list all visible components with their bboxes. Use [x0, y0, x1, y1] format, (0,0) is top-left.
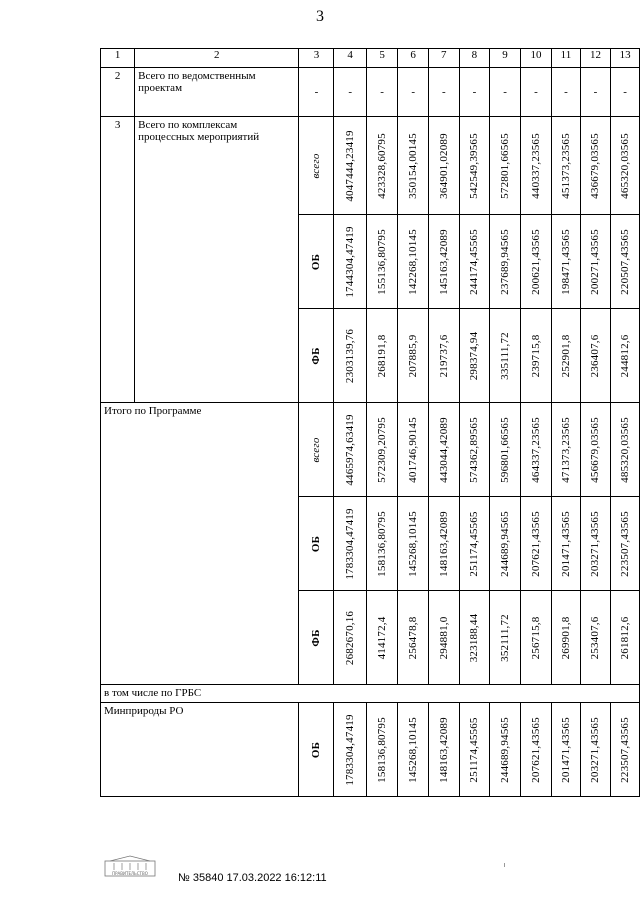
cell-text: 572309,20795 — [376, 416, 389, 483]
row-label: Всего по комплексам процессных мероприятий — [135, 117, 299, 403]
value-cell — [552, 703, 581, 797]
value-cell — [520, 591, 551, 685]
value-cell — [366, 497, 398, 591]
column-number: 4 — [334, 49, 366, 68]
value-cell — [459, 497, 490, 591]
value-cell — [366, 117, 398, 215]
column-number: 6 — [398, 49, 429, 68]
cell-text: 148163,42089 — [437, 716, 450, 783]
cell-text: 261812,6 — [619, 616, 632, 659]
cell-text: 145268,10145 — [407, 716, 420, 783]
value-cell — [398, 591, 429, 685]
cell-text: 1783304,47419 — [344, 713, 357, 786]
value-cell — [334, 591, 366, 685]
cell-text: 451373,23565 — [559, 132, 572, 199]
cell-text: 572801,66565 — [499, 132, 512, 199]
table-row-grbs — [101, 685, 640, 703]
cell-text: 239715,8 — [530, 334, 542, 377]
cell-text: 244689,94565 — [499, 510, 512, 577]
value-cell — [552, 309, 581, 403]
column-number: 11 — [552, 49, 581, 68]
column-number: 10 — [520, 49, 551, 68]
cell-text: 436679,03565 — [589, 132, 602, 199]
cell-text: 440337,23565 — [530, 132, 542, 199]
funding-type — [299, 309, 334, 403]
cell-text: ФБ — [310, 346, 323, 365]
value-cell — [490, 703, 521, 797]
value-cell — [428, 703, 459, 797]
value-cell — [490, 403, 521, 497]
cell-text: 253407,6 — [589, 616, 602, 659]
value-cell — [428, 215, 459, 309]
value-cell — [366, 703, 398, 797]
row-label: Всего по ведомственным проектам — [135, 68, 299, 117]
cell-text: 252901,8 — [559, 334, 572, 377]
value-cell — [520, 497, 551, 591]
value-cell — [428, 309, 459, 403]
value-cell — [580, 591, 610, 685]
value-cell — [552, 403, 581, 497]
cell-text: ОБ — [310, 253, 323, 270]
dash-cell: - — [520, 68, 551, 117]
column-number: 8 — [459, 49, 490, 68]
cell-text: 471373,23565 — [559, 416, 572, 483]
value-cell — [459, 309, 490, 403]
cell-text: 574362,89565 — [468, 416, 481, 483]
cell-text: 298374,94 — [468, 331, 481, 380]
value-cell — [552, 497, 581, 591]
value-cell — [552, 215, 581, 309]
cell-text: 352111,72 — [499, 613, 512, 662]
cell-text: 142268,10145 — [407, 228, 420, 295]
value-cell — [611, 117, 640, 215]
cell-text: 220507,43565 — [619, 228, 632, 295]
cell-text: 269901,8 — [559, 616, 572, 659]
table-row-departmental — [101, 68, 640, 117]
value-cell — [490, 497, 521, 591]
dash-cell: - — [366, 68, 398, 117]
cell-text: 198471,43565 — [559, 228, 572, 295]
value-cell — [334, 309, 366, 403]
cell-text: 443044,42089 — [437, 416, 450, 483]
dash-cell: - — [580, 68, 610, 117]
cell-text: 201471,43565 — [559, 716, 572, 783]
row-index: 2 — [101, 68, 135, 117]
cell-text: ОБ — [310, 535, 323, 552]
row-index: 3 — [101, 117, 135, 403]
value-cell — [490, 215, 521, 309]
value-cell — [520, 215, 551, 309]
cell-text: 350154,00145 — [407, 132, 420, 199]
cell-text: 223507,43565 — [619, 510, 632, 577]
cell-text: 251174,45565 — [468, 716, 481, 783]
column-number: 1 — [101, 49, 135, 68]
header-row — [101, 49, 640, 68]
cell-text: 200271,43565 — [589, 228, 602, 295]
cell-text: 158136,80795 — [376, 510, 389, 577]
column-number: 9 — [490, 49, 521, 68]
cell-text: 335111,72 — [499, 331, 512, 380]
value-cell — [366, 215, 398, 309]
cell-text: 155136,80795 — [376, 228, 389, 295]
value-cell — [580, 309, 610, 403]
funding-type — [299, 215, 334, 309]
cell-text: 464337,23565 — [530, 416, 542, 483]
value-cell — [490, 117, 521, 215]
value-cell — [334, 403, 366, 497]
cell-text: 207621,43565 — [530, 716, 542, 783]
column-number: 5 — [366, 49, 398, 68]
cell-text: 145163,42089 — [437, 228, 450, 295]
value-cell — [520, 117, 551, 215]
value-cell — [428, 117, 459, 215]
cell-text: всего — [310, 152, 323, 179]
value-cell — [490, 309, 521, 403]
cell-text: 401746,90145 — [407, 416, 420, 483]
value-cell — [459, 403, 490, 497]
cell-text: 2682670,16 — [344, 610, 357, 665]
cell-text: ОБ — [310, 741, 323, 758]
value-cell — [366, 309, 398, 403]
value-cell — [398, 117, 429, 215]
value-cell — [520, 403, 551, 497]
cell-text: 1744304,47419 — [344, 225, 357, 298]
row-label: Итого по Программе — [101, 403, 299, 685]
cell-text: 203271,43565 — [589, 510, 602, 577]
column-number: 7 — [428, 49, 459, 68]
cell-text: 268191,8 — [376, 334, 389, 377]
value-cell — [580, 497, 610, 591]
funding-type — [299, 403, 334, 497]
cell-text: 148163,42089 — [437, 510, 450, 577]
cell-text: 364901,02089 — [437, 132, 450, 199]
value-cell — [459, 703, 490, 797]
cell-text: 158136,80795 — [376, 716, 389, 783]
value-cell — [334, 215, 366, 309]
value-cell — [428, 497, 459, 591]
value-cell — [520, 309, 551, 403]
value-cell — [611, 215, 640, 309]
cell-text: 2303139,76 — [344, 328, 357, 383]
column-number: 3 — [299, 49, 334, 68]
column-number: 2 — [135, 49, 299, 68]
value-cell — [490, 591, 521, 685]
value-cell — [552, 591, 581, 685]
value-cell — [552, 117, 581, 215]
value-cell — [611, 591, 640, 685]
table-row-total-0 — [101, 403, 640, 497]
value-cell — [580, 117, 610, 215]
cell-text: 485320,03565 — [619, 416, 632, 483]
cell-text: 414172,4 — [376, 616, 389, 659]
column-number: 13 — [611, 49, 640, 68]
dash-cell: - — [611, 68, 640, 117]
cell-text: 223507,43565 — [619, 716, 632, 783]
government-seal-icon — [104, 855, 156, 877]
table-row-complexes-0 — [101, 117, 640, 215]
cell-text: 207885,9 — [407, 334, 420, 377]
cell-text: 251174,45565 — [468, 510, 481, 577]
cell-text: 236407,6 — [589, 334, 602, 377]
table-row-ministry — [101, 703, 640, 797]
funding-type — [299, 703, 334, 797]
cell-text: 200621,43565 — [530, 228, 542, 295]
value-cell — [580, 215, 610, 309]
cell-text: 244812,6 — [619, 334, 632, 377]
cell-text: 201471,43565 — [559, 510, 572, 577]
dash-cell: - — [428, 68, 459, 117]
funding-type — [299, 117, 334, 215]
cell-text: 456679,03565 — [589, 416, 602, 483]
value-cell — [611, 403, 640, 497]
value-cell — [459, 117, 490, 215]
program-financing-table — [100, 48, 640, 797]
cell-text: 294881,0 — [437, 616, 450, 659]
cell-text: 1783304,47419 — [344, 507, 357, 580]
dash-cell: - — [490, 68, 521, 117]
cell-text: 219737,6 — [437, 334, 450, 377]
value-cell — [611, 309, 640, 403]
page-number: 3 — [316, 8, 324, 25]
stamp-text: ПРАВИТЕЛЬСТВО — [112, 871, 148, 876]
cell-text: 465320,03565 — [619, 132, 632, 199]
cell-text: 323188,44 — [468, 613, 481, 662]
row-label: Минприроды РО — [101, 703, 299, 797]
dash-cell: - — [334, 68, 366, 117]
registration-number: № 35840 17.03.2022 16:12:11 — [178, 872, 327, 884]
dash-cell: - — [552, 68, 581, 117]
value-cell — [334, 703, 366, 797]
cell-text: 244174,45565 — [468, 228, 481, 295]
value-cell — [611, 497, 640, 591]
value-cell — [334, 497, 366, 591]
value-cell — [366, 403, 398, 497]
cell-text: 596801,66565 — [499, 416, 512, 483]
cell-text: 4465974,63419 — [344, 413, 357, 486]
value-cell — [334, 117, 366, 215]
cell-text: ФБ — [310, 628, 323, 647]
cell-text: 256478,8 — [407, 616, 420, 659]
cell-text: всего — [310, 436, 323, 463]
value-cell — [459, 591, 490, 685]
cell-text: 4047444,23419 — [344, 129, 357, 202]
dash-cell: - — [398, 68, 429, 117]
funding-type — [299, 591, 334, 685]
dash-cell: - — [459, 68, 490, 117]
value-cell — [398, 309, 429, 403]
cell-text: 203271,43565 — [589, 716, 602, 783]
value-cell — [611, 703, 640, 797]
cell-text: 542549,39565 — [468, 132, 481, 199]
value-cell — [520, 703, 551, 797]
value-cell — [580, 403, 610, 497]
cell-text: 237689,94565 — [499, 228, 512, 295]
value-cell — [580, 703, 610, 797]
value-cell — [366, 591, 398, 685]
value-cell — [398, 403, 429, 497]
value-cell — [459, 215, 490, 309]
dash-cell: - — [299, 68, 334, 117]
cell-text: 256715,8 — [530, 616, 542, 659]
cell-text: 244689,94565 — [499, 716, 512, 783]
divider-mark — [504, 863, 505, 867]
funding-type — [299, 497, 334, 591]
cell-text: 145268,10145 — [407, 510, 420, 577]
cell-text: 207621,43565 — [530, 510, 542, 577]
cell-text: 423328,60795 — [376, 132, 389, 199]
row-label: в том числе по ГРБС — [101, 685, 640, 703]
column-number: 12 — [580, 49, 610, 68]
value-cell — [398, 497, 429, 591]
value-cell — [428, 591, 459, 685]
value-cell — [398, 215, 429, 309]
value-cell — [428, 403, 459, 497]
value-cell — [398, 703, 429, 797]
